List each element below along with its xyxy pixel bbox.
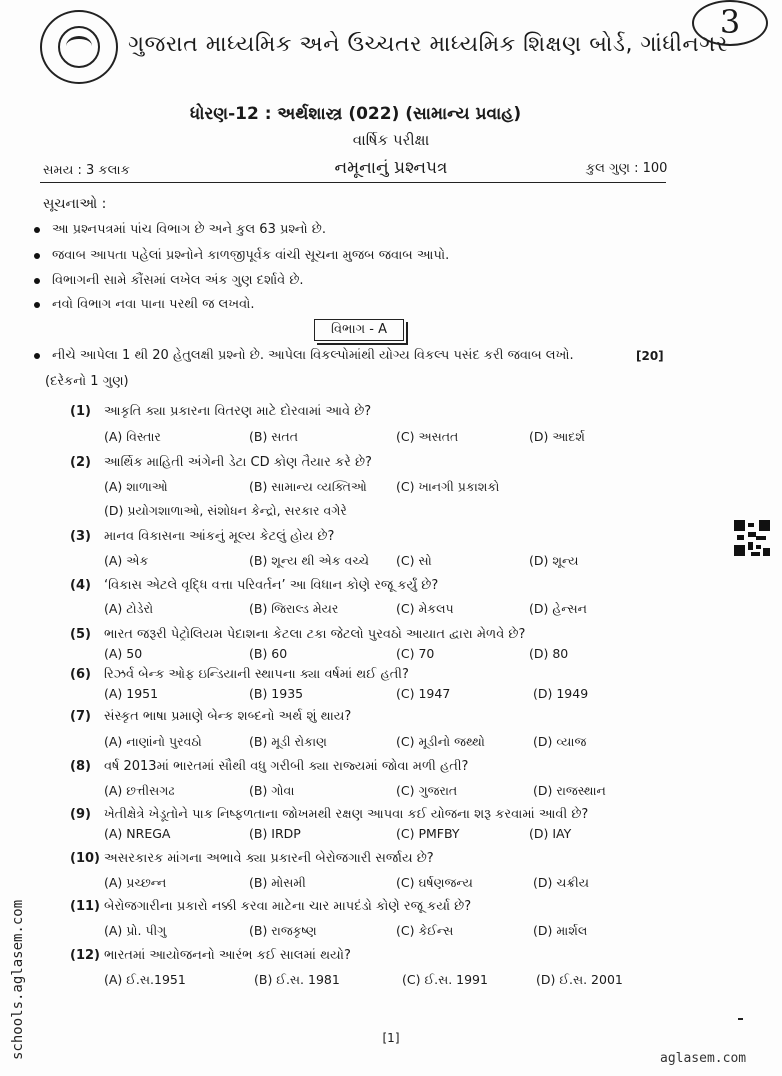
section-marks-each: (દરેકનો 1 ગુણ) <box>45 374 129 389</box>
question-text: (5) ભારત જરૂરી પેટ્રોલિયમ પેદાશના કેટલા ટકા જેટલો પુરવઠો આયાત દ્વારા મેળવે છે? <box>70 627 526 642</box>
option: (D) IAY <box>529 826 572 841</box>
option: (B) ગોવા <box>249 783 295 798</box>
option: (C) ઈ.સ. 1991 <box>402 972 488 987</box>
question-text: (2) આર્થિક માહિતી અંગેની ડેટા CD કોણ તૈયાર કરે છે? <box>70 455 372 470</box>
option: (D) માર્શલ <box>533 923 588 938</box>
option: (A) છત્તીસગઢ <box>104 783 175 798</box>
option: (C) 1947 <box>396 686 451 701</box>
option: (D) 80 <box>529 646 569 661</box>
option: (D) પ્રયોગશાળાઓ, સંશોધન કેન્દ્રો, સરકાર વગેરે <box>104 503 347 518</box>
total-marks: કુલ ગુણ : 100 <box>586 161 668 176</box>
option: (B) સામાન્ય વ્યક્તિઓ <box>249 479 367 494</box>
option: (C) ઘર્ષણજન્ય <box>396 875 473 890</box>
option: (D) હેન્સન <box>529 601 587 616</box>
option: (B) 1935 <box>249 686 304 701</box>
option: (C) ગુજરાત <box>396 783 458 798</box>
section-label: વિભાગ - A <box>314 319 404 341</box>
question-text: (8) વર્ષ 2013માં ભારતમાં સૌથી વધુ ગરીબી ક્યા રાજ્યમાં જોવા મળી હતી? <box>70 759 469 774</box>
option: (C) 70 <box>396 646 435 661</box>
bullet-icon <box>34 302 40 308</box>
section-instruction: નીચે આપેલા 1 થી 20 હેતુલક્ષી પ્રશ્નો છે. આપેલા વિકલ્પોમાંથી યોગ્ય વિકલ્પ પસંદ કરી જવાબ લખો. <box>34 348 574 363</box>
logo-wave <box>66 36 92 56</box>
instruction-item: નવો વિભાગ નવા પાના પરથી જ લખવો. <box>34 297 255 312</box>
instructions-heading: સૂચનાઓ : <box>43 196 107 212</box>
option: (A) શાળાઓ <box>104 479 168 494</box>
option: (D) વ્યાજ <box>533 734 587 749</box>
option: (C) સો <box>396 553 432 568</box>
question-text: (9) ખેતીક્ષેત્રે ખેડૂતોને પાક નિષ્ફળતાના જોખમથી રક્ષણ આપવા કઈ યોજના શરૂ કરવામાં આવી છે? <box>70 807 589 822</box>
instruction-item: વિભાગની સામે કૌંસમાં લખેલ અંક ગુણ દર્શાવે છે. <box>34 273 304 288</box>
option: (C) PMFBY <box>396 826 460 841</box>
option: (A) ટોડેરો <box>104 601 154 616</box>
option: (C) મૂડીનો જથ્થો <box>396 734 485 749</box>
corner-mark <box>738 1018 743 1020</box>
brand-watermark: aglasem.com <box>660 1051 747 1066</box>
option: (A) ઈ.સ.1951 <box>104 972 186 987</box>
question-text: (12) ભારતમાં આયોજનનો આરંભ કઈ સાલમાં થયો? <box>70 948 351 963</box>
page-marker: 3 <box>692 0 768 46</box>
option: (C) અસતત <box>396 429 459 444</box>
side-watermark: schools.aglasem.com <box>10 899 26 1060</box>
option: (B) મોસમી <box>249 875 306 890</box>
option: (D) ચક્રીય <box>533 875 589 890</box>
option: (C) કેઈન્સ <box>396 923 454 938</box>
option: (B) સતત <box>249 429 299 444</box>
option: (D) ઈ.સ. 2001 <box>536 972 623 987</box>
question-text: (1) આકૃતિ ક્યા પ્રકારના વિતરણ માટે દોરવામાં આવે છે? <box>70 404 372 419</box>
qr-code-icon <box>734 520 770 556</box>
option: (C) મેકલપ <box>396 601 454 616</box>
question-text: (4) ‘વિકાસ એટલે વૃદ્ધિ વત્તા પરિવર્તન’ આ વિધાન કોણે રજૂ કર્યું છે? <box>70 578 439 593</box>
question-text: (10) અસરકારક માંગના અભાવે ક્યા પ્રકારની બેરોજગારી સર્જાય છે? <box>70 851 434 866</box>
option: (A) પ્રો. પીગુ <box>104 923 167 938</box>
question-text: (6) રિઝર્વ બેન્ક ઓફ ઇન્ડિયાની સ્થાપના ક્યા વર્ષમાં થઈ હતી? <box>70 667 409 682</box>
option: (D) 1949 <box>533 686 589 701</box>
question-text: (3) માનવ વિકાસના આંકનું મૂલ્ય કેટલું હોય છે? <box>70 529 335 544</box>
option: (B) શૂન્ય થી એક વચ્ચે <box>249 553 370 568</box>
option: (A) નાણાંનો પુરવઠો <box>104 734 202 749</box>
page-number: [1] <box>382 1031 400 1045</box>
paper-type: નમૂનાનું પ્રશ્નપત્ર <box>334 158 448 178</box>
option: (A) 50 <box>104 646 143 661</box>
header-divider <box>40 182 666 183</box>
bullet-icon <box>34 278 40 284</box>
option: (D) આદર્શ <box>529 429 585 444</box>
option: (A) વિસ્તાર <box>104 429 161 444</box>
bullet-icon <box>34 227 40 233</box>
bullet-icon <box>34 253 40 259</box>
board-name: ગુજરાત માધ્યમિક અને ઉચ્ચતર માધ્યમિક શિક્ષણ બોર્ડ, ગાંધીનગર <box>128 32 728 57</box>
section-marks: [20] <box>636 349 664 363</box>
time-allowed: સમય : 3 કલાક <box>43 163 130 178</box>
option: (B) મૂડી રોકાણ <box>249 734 327 749</box>
board-logo-icon <box>40 10 118 84</box>
option: (B) રાજકૃષ્ણ <box>249 923 317 938</box>
instruction-item: આ પ્રશ્નપત્રમાં પાંચ વિભાગ છે અને કુલ 63 પ્રશ્નો છે. <box>34 222 326 237</box>
option: (D) રાજસ્થાન <box>533 783 606 798</box>
instruction-item: જવાબ આપતા પહેલાં પ્રશ્નોને કાળજીપૂર્વક વાંચી સૂચના મુજબ જવાબ આપો. <box>34 248 449 263</box>
option: (B) 60 <box>249 646 288 661</box>
option: (A) એક <box>104 553 149 568</box>
option: (D) શૂન્ય <box>529 553 579 568</box>
option: (A) પ્રચ્છન્ન <box>104 875 167 890</box>
option: (C) ખાનગી પ્રકાશકો <box>396 479 500 494</box>
question-text: (11) બેરોજગારીના પ્રકારો નક્કી કરવા માટેના ચાર માપદંડો કોણે રજૂ કર્યા છે? <box>70 899 472 914</box>
standard-subject: ધોરણ-12 : અર્થશાસ્ત્ર (022) (સામાન્ય પ્રવાહ) <box>190 104 522 124</box>
bullet-icon <box>34 353 40 359</box>
option: (B) ઈ.સ. 1981 <box>254 972 340 987</box>
option: (B) IRDP <box>249 826 301 841</box>
option: (B) જિરાલ્ડ મેયર <box>249 601 339 616</box>
option: (A) 1951 <box>104 686 159 701</box>
option: (A) NREGA <box>104 826 171 841</box>
exam-type: વાર્ષિક પરીક્ષા <box>352 131 430 149</box>
question-text: (7) સંસ્કૃત ભાષા પ્રમાણે બેન્ક શબ્દનો અર્થ શું થાય? <box>70 709 352 724</box>
